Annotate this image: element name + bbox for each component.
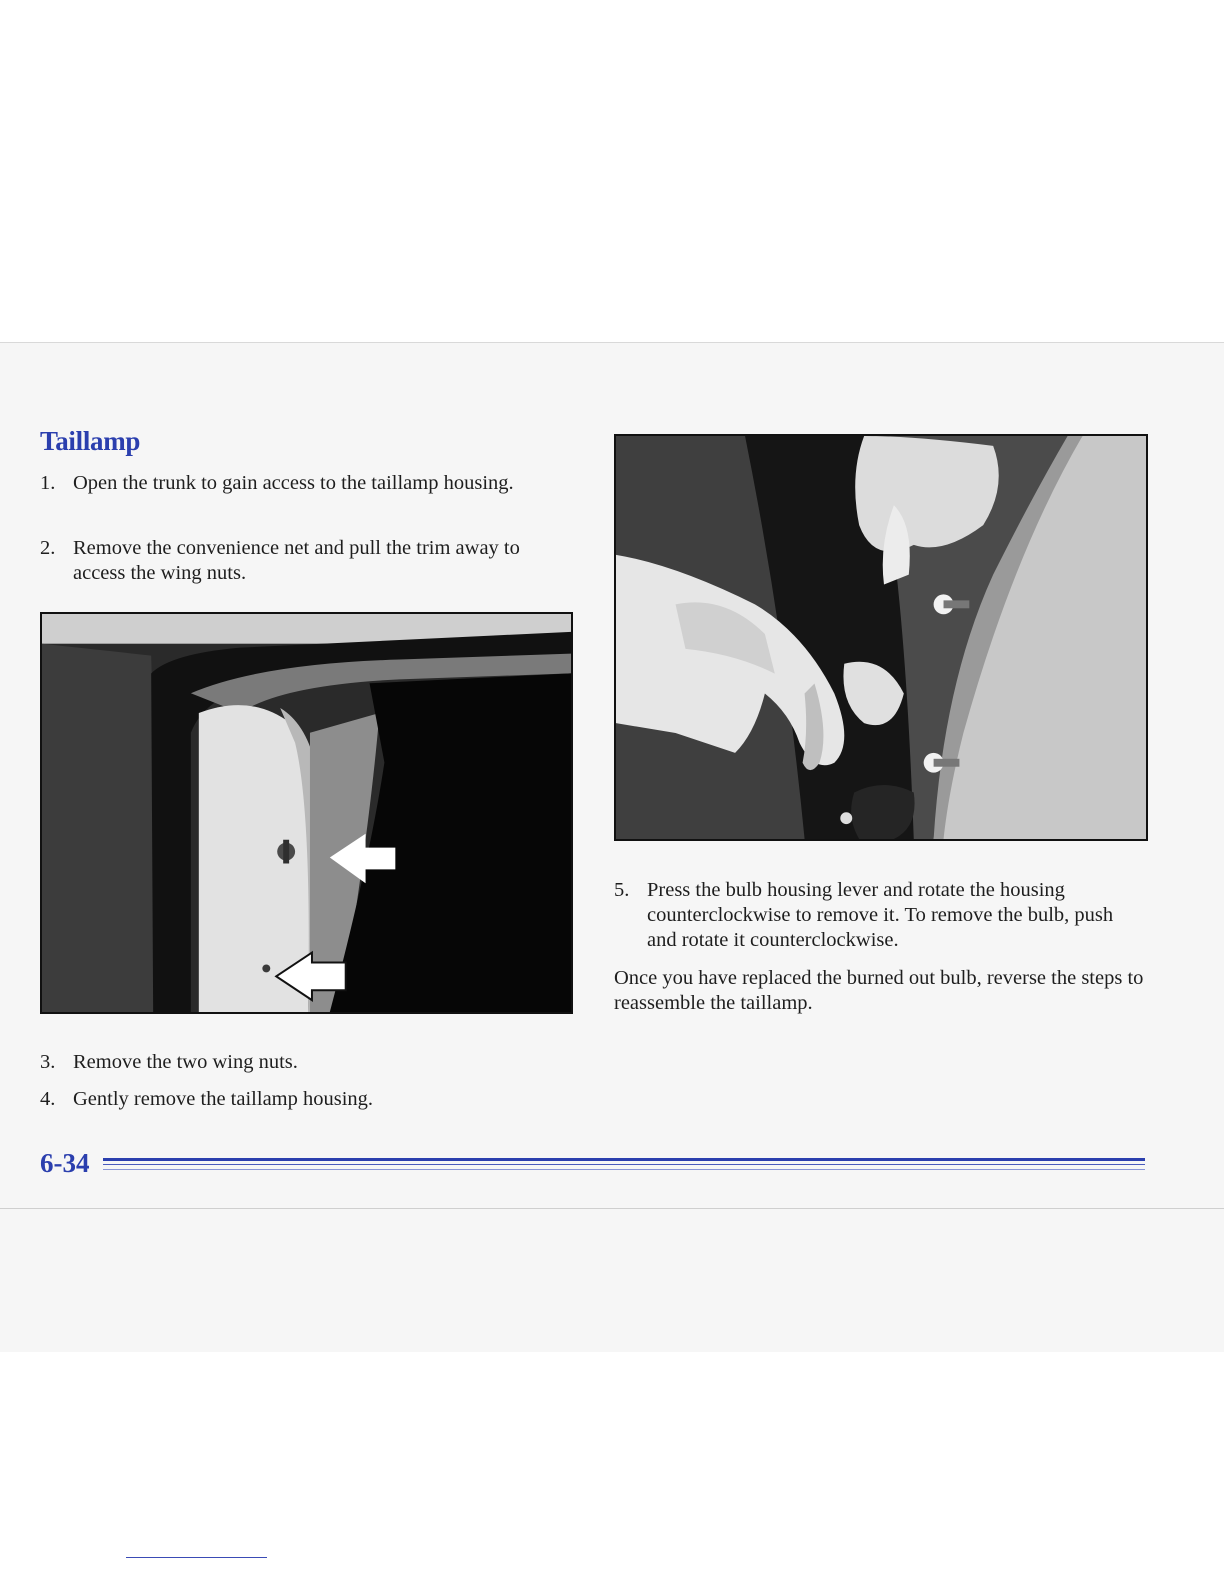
bulb-housing-illustration [616, 436, 1146, 839]
bulb-housing-photo [614, 434, 1148, 841]
footer-rule [103, 1164, 1145, 1165]
wing-nuts-photo [40, 612, 573, 1014]
step-4 [40, 1087, 570, 1112]
step-number: 4. [40, 1088, 56, 1110]
step-number: 1. [40, 472, 56, 494]
step-text: Remove the two wing nuts. [73, 1051, 298, 1073]
band-top-divider [0, 342, 1224, 343]
page-number: 6-34 [40, 1148, 90, 1178]
step-number: 3. [40, 1051, 56, 1073]
step-text: Press the bulb housing lever and rotate the housing counterclockwise to remove it. To remove the bulb, push and rotate it counterclockwise. [647, 879, 1114, 951]
step-2 [40, 536, 570, 586]
step-3 [40, 1050, 570, 1075]
step-5 [614, 878, 1144, 953]
bottom-mark [126, 1557, 267, 1558]
closing-note: Once you have replaced the burned out bulb, reverse the steps to reassemble the taillamp. [614, 967, 1144, 1014]
band-bottom-divider [0, 1208, 1224, 1209]
step-text: Gently remove the taillamp housing. [73, 1088, 374, 1110]
step-number: 5. [614, 879, 630, 901]
step-1 [40, 471, 570, 496]
step-text: Remove the convenience net and pull the trim away to access the wing nuts. [73, 537, 520, 584]
section-title: Taillamp [40, 426, 141, 456]
step-text: Open the trunk to gain access to the taillamp housing. [73, 472, 514, 494]
footer-rule [103, 1158, 1145, 1161]
footer-rule [103, 1169, 1145, 1170]
step-number: 2. [40, 537, 56, 559]
wing-nuts-illustration [42, 614, 571, 1012]
